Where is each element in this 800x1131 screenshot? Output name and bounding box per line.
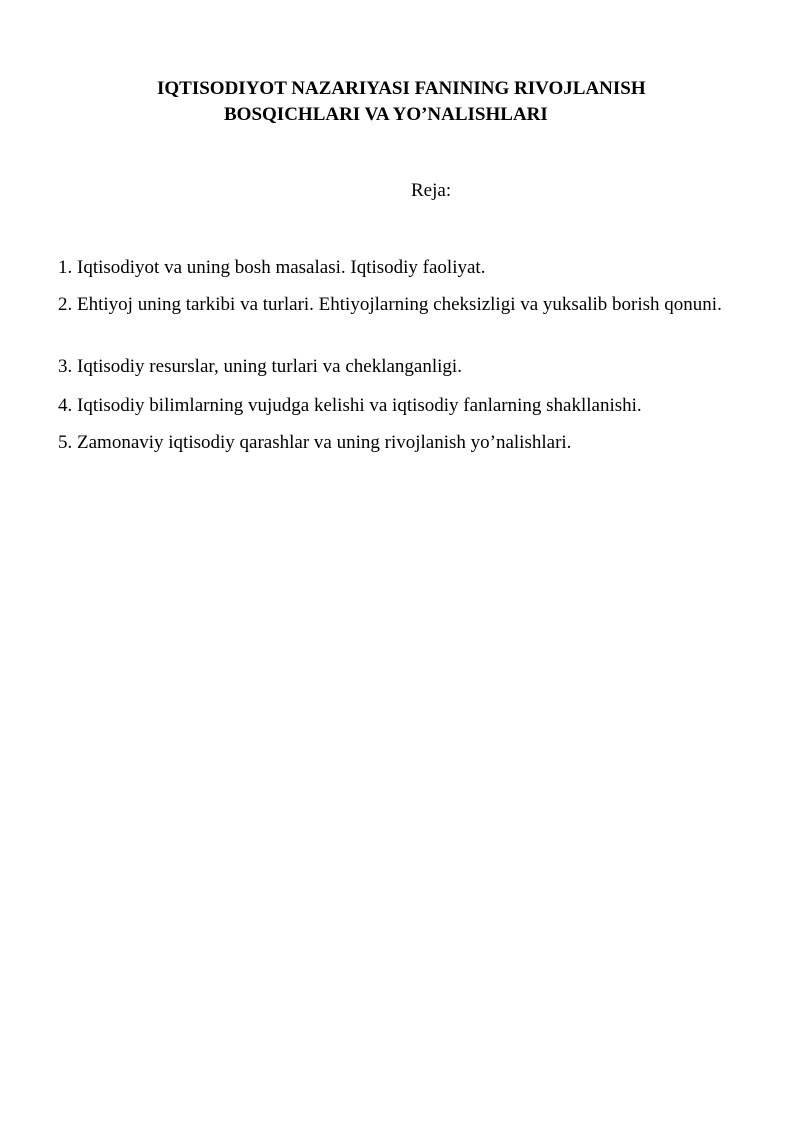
plan-item-1: 1. Iqtisodiyot va uning bosh masalasi. Iqtisodiy faoliyat. bbox=[58, 257, 486, 278]
document-title-line-2: BOSQICHLARI VA YO’NALISHLARI bbox=[224, 104, 548, 125]
plan-item-3: 3. Iqtisodiy resurslar, uning turlari va cheklanganligi. bbox=[58, 356, 462, 377]
plan-item-4: 4. Iqtisodiy bilimlarning vujudga kelishi va iqtisodiy fanlarning shakllanishi. bbox=[58, 395, 642, 416]
plan-heading: Reja: bbox=[411, 180, 452, 201]
plan-item-2: 2. Ehtiyoj uning tarkibi va turlari. Ehtiyojlarning cheksizligi va yuksalib borish qonuni. bbox=[58, 294, 722, 315]
document-title-line-1: IQTISODIYOT NAZARIYASI FANINING RIVOJLANISH bbox=[157, 78, 646, 99]
plan-item-5: 5. Zamonaviy iqtisodiy qarashlar va uning rivojlanish yo’nalishlari. bbox=[58, 432, 572, 453]
